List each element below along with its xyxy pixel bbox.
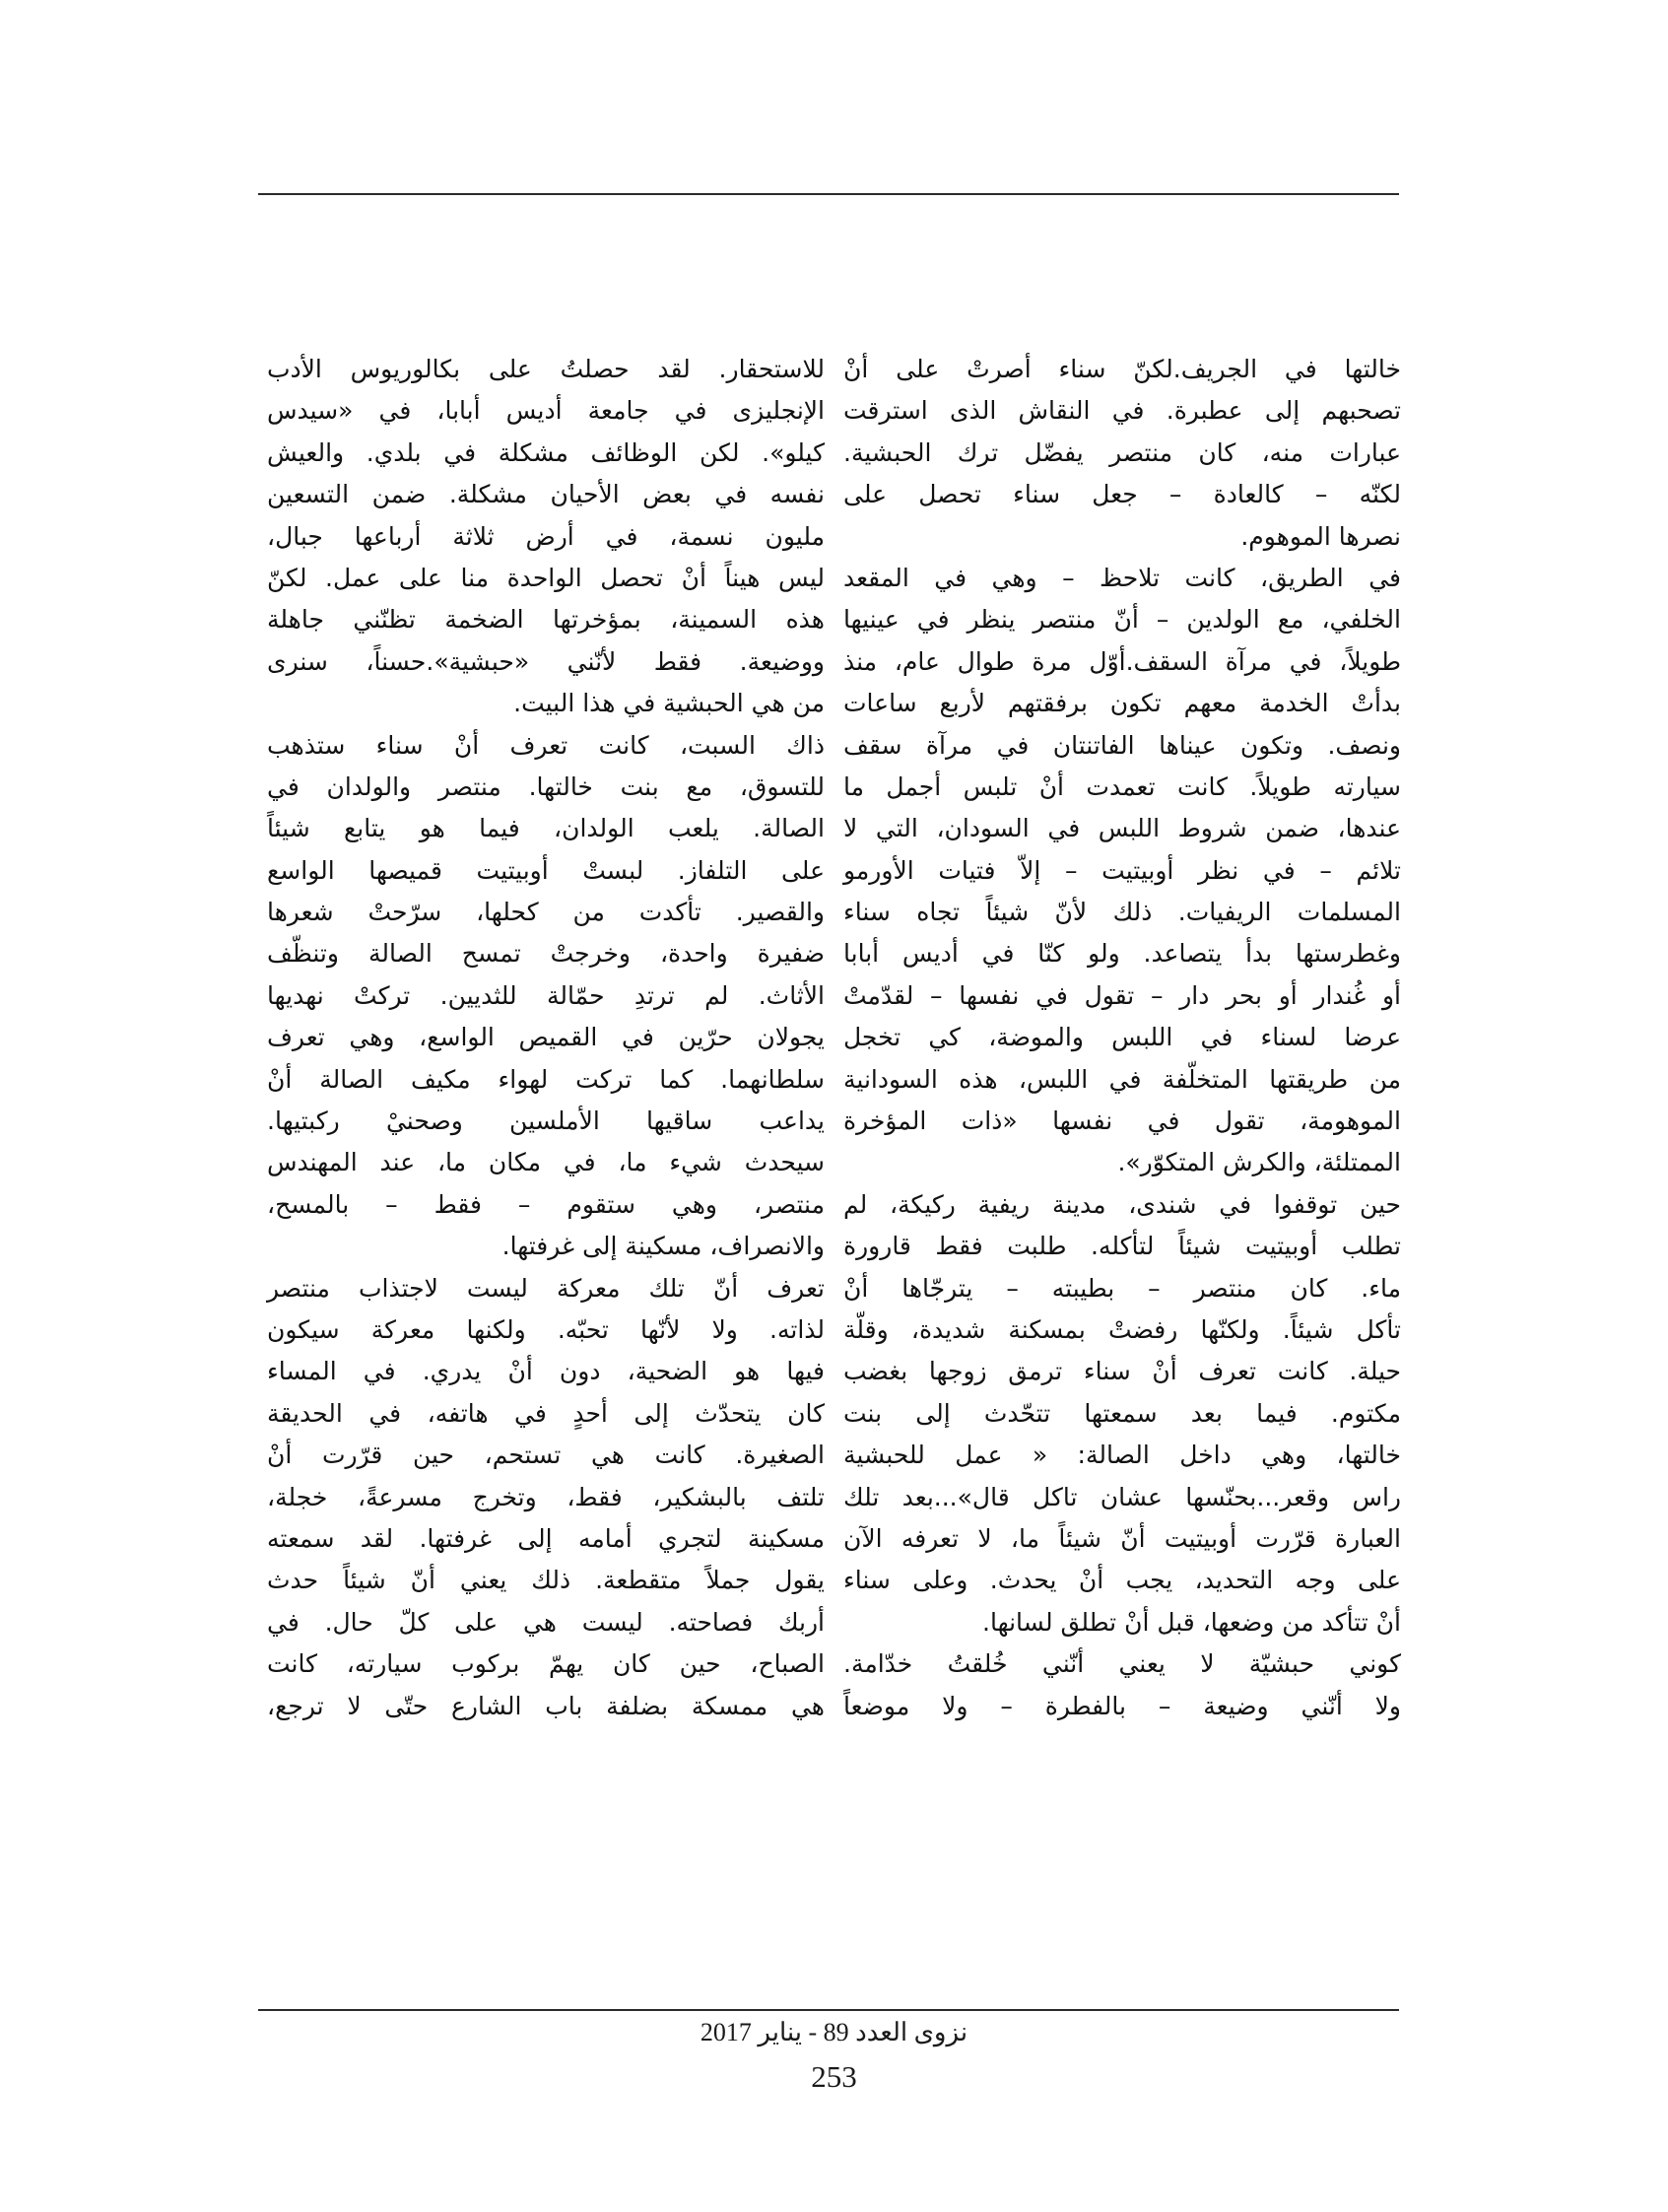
text-line: العبارة قرّرت أوبيتيت أنّ شيئاً ما، لا تعرفه الآن (843, 1523, 1401, 1553)
text-line: فيها هو الضحية، دون أنْ يدري. في المساء (267, 1357, 825, 1386)
text-line: ولا أنّني وضيعة – بالفطرة – ولا موضعاً (843, 1691, 1401, 1720)
text-line: خالتها، وهي داخل الصالة: « عمل للحبشية (843, 1441, 1401, 1470)
text-line: سيارته طويلاً. كانت تعمدت أنْ تلبس أجمل ما (843, 771, 1401, 801)
text-line: لذاته. ولا لأنّها تحبّه. ولكنها معركة سيكون (267, 1314, 825, 1344)
text-line: نصرها الموهوم. (1240, 521, 1401, 551)
text-line: الممتلئة، والكرش المتكوّر». (1117, 1148, 1401, 1177)
text-line: الصالة. يلعب الولدان، فيما هو يتابع شيئاً (267, 814, 825, 843)
text-line: نفسه في بعض الأحيان مشكلة. ضمن التسعين (267, 480, 825, 509)
text-line: من هي الحبشية في هذا البيت. (513, 689, 825, 718)
text-line: تصحبهم إلى عطبرة. في النقاش الذى استرقت (843, 396, 1401, 426)
text-line: هذه السمينة، بمؤخرتها الضخمة تظنّني جاهلة (267, 605, 825, 635)
text-line: الخلفي، مع الولدين – أنّ منتصر ينظر في عينيها (843, 605, 1401, 635)
text-line: منتصر، وهي ستقوم – فقط – بالمسح، (267, 1189, 825, 1219)
text-line: تعرف أنّ تلك معركة ليست لاجتذاب منتصر (267, 1273, 825, 1303)
text-line: والانصراف، مسكينة إلى غرفتها. (501, 1232, 825, 1261)
text-line: أربك فصاحته. ليست هي على كلّ حال. في (267, 1607, 825, 1637)
text-column-left (267, 349, 825, 1727)
text-line: سلطانهما. كما تركت لهواء مكيف الصالة أنْ (267, 1064, 825, 1094)
text-line: سيحدث شيء ما، في مكان ما، عند المهندس (267, 1148, 825, 1177)
text-line: عرضا لسناء في اللبس والموضة، كي تخجل (843, 1023, 1401, 1052)
text-line: والقصير. تأكدت من كحلها، سرّحتْ شعرها (267, 898, 825, 927)
text-line: ليس هيناً أنْ تحصل الواحدة منا على عمل. لكنّ (267, 563, 825, 592)
text-line: ماء. كان منتصر – بطيبته – يترجّاها أنْ (843, 1273, 1401, 1303)
text-line: هي ممسكة بضلفة باب الشارع حتّى لا ترجع، (267, 1691, 825, 1720)
text-line: عبارات منه، كان منتصر يفضّل ترك الحبشية. (843, 437, 1401, 467)
text-line: للاستحقار. لقد حصلتُ على بكالوريوس الأدب (267, 355, 825, 383)
text-line: يداعب ساقيها الأملسين وصحنيْ ركبتيها. (267, 1106, 825, 1136)
text-line: يجولان حرّين في القميص الواسع، وهي تعرف (267, 1023, 825, 1052)
text-line: مكتوم. فيما بعد سمعتها تتحّدث إلى بنت (843, 1398, 1401, 1428)
text-line: الصباح، حين كان يهمّ بركوب سيارته، كانت (267, 1649, 825, 1679)
text-line: من طريقتها المتخلّفة في اللبس، هذه السودانية (843, 1064, 1401, 1094)
text-line: حين توقفوا في شندى، مدينة ريفية ركيكة، لم (843, 1189, 1401, 1219)
text-line: أو غُندار أو بحر دار – تقول في نفسها – لقدّمتْ (843, 980, 1401, 1010)
text-line: راس وقعر...بحنّسها عشان تاكل قال»...بعد تلك (843, 1482, 1401, 1511)
text-line: على وجه التحديد، يجب أنْ يحدث. وعلى سناء (843, 1566, 1401, 1595)
header-rule (258, 193, 1399, 195)
text-line: تلائم – في نظر أوبيتيت – إلاّ فتيات الأورمو (843, 855, 1401, 885)
text-line: على التلفاز. لبستْ أوبيتيت قميصها الواسع (267, 855, 825, 885)
text-line: المسلمات الريفيات. ذلك لأنّ شيئاً تجاه سناء (843, 898, 1401, 927)
text-line: ونصف. وتكون عيناها الفاتنتان في مرآة سقف (843, 730, 1401, 760)
text-line: ووضيعة. فقط لأنّني «حبشية».حسناً، سنرى (267, 646, 825, 676)
text-line: مليون نسمة، في أرض ثلاثة أرباعها جبال، (267, 521, 825, 551)
text-line: وغطرستها بدأ يتصاعد. ولو كنّا في أديس أبابا (843, 939, 1401, 969)
text-line: أنْ تتأكد من وضعها، قبل أنْ تطلق لسانها. (982, 1607, 1401, 1637)
text-line: الإنجليزى في جامعة أديس أبابا، في «سيدس (267, 396, 825, 426)
text-line: تأكل شيئاً. ولكنّها رفضتْ بمسكنة شديدة، وقلّة (843, 1314, 1401, 1344)
text-line: كوني حبشيّة لا يعني أنّني خُلقتُ خدّامة. (843, 1649, 1401, 1679)
text-line: طويلاً، في مرآة السقف.أوّل مرة طوال عام، منذ (843, 646, 1401, 676)
text-line: لكنّه – كالعادة – جعل سناء تحصل على (843, 480, 1401, 509)
text-line: عندها، ضمن شروط اللبس في السودان، التي لا (843, 814, 1401, 843)
footer-rule (258, 2009, 1399, 2011)
text-line: خالتها في الجريف.لكنّ سناء أصرتْ على أنْ (843, 355, 1401, 383)
text-line: ذاك السبت، كانت تعرف أنْ سناء ستذهب (267, 730, 825, 760)
text-line: ضفيرة واحدة، وخرجتْ تمسح الصالة وتنظّف (267, 939, 825, 969)
text-line: الصغيرة. كانت هي تستحم، حين قرّرت أنْ (267, 1441, 825, 1470)
footer-issue-label: نزوى العدد 89 - يناير 2017 (700, 2018, 968, 2046)
text-line: تطلب أوبيتيت شيئاً لتأكله. طلبت فقط قارورة (843, 1232, 1401, 1261)
text-line: كان يتحدّث إلى أحدٍ في هاتفه، في الحديقة (267, 1398, 825, 1428)
page-number: 253 (811, 2059, 857, 2094)
text-line: في الطريق، كانت تلاحظ – وهي في المقعد (843, 563, 1401, 592)
text-line: الموهومة، تقول في نفسها «ذات المؤخرة (843, 1106, 1401, 1136)
text-line: تلتف بالبشكير، فقط، وتخرج مسرعةً، خجلة، (267, 1482, 825, 1511)
text-column-right (843, 349, 1401, 1727)
text-line: حيلة. كانت تعرف أنْ سناء ترمق زوجها بغضب (843, 1357, 1401, 1386)
text-line: مسكينة لتجري أمامه إلى غرفتها. لقد سمعته (267, 1523, 825, 1553)
text-line: يقول جملاً متقطعة. ذلك يعني أنّ شيئاً حدث (267, 1566, 825, 1595)
text-line: للتسوق، مع بنت خالتها. منتصر والولدان في (267, 771, 825, 801)
text-line: كيلو». لكن الوظائف مشكلة في بلدي. والعيش (267, 437, 825, 467)
text-line: بدأتْ الخدمة معهم تكون برفقتهم لأربع ساعات (843, 689, 1401, 718)
text-line: الأثاث. لم ترتدِ حمّالة للثديين. تركتْ نهديها (267, 980, 825, 1010)
